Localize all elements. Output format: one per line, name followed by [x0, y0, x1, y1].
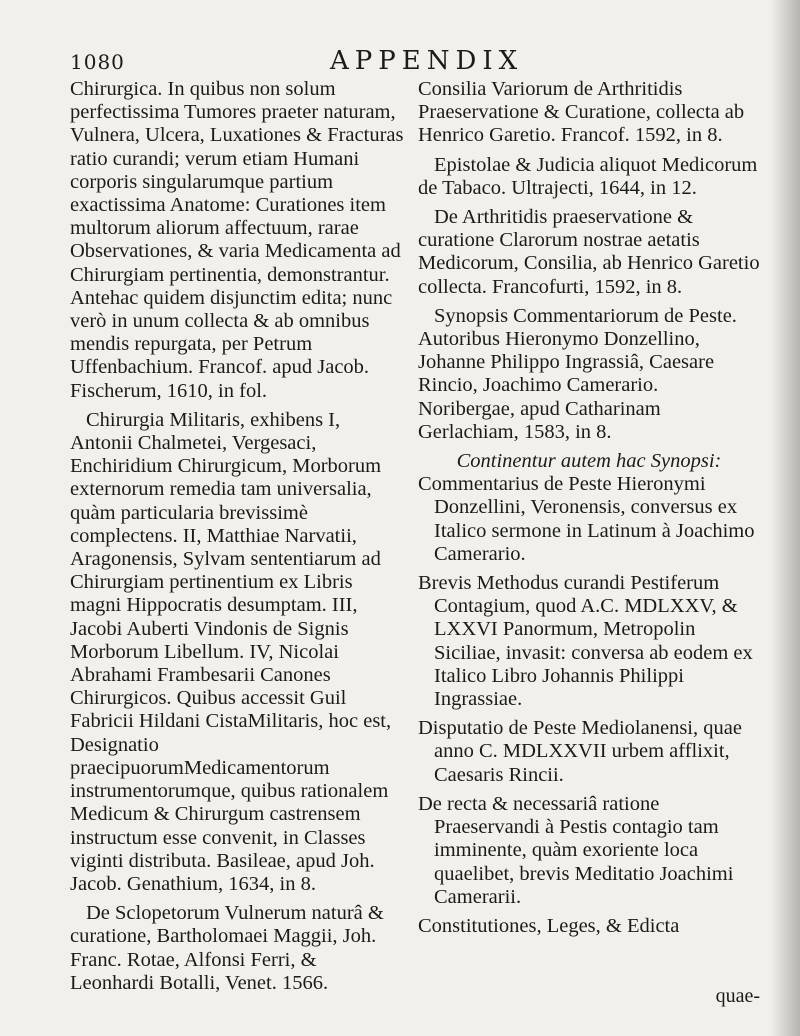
right-column [418, 78, 760, 944]
bibliography-entry: Consilia Variorum de Arthritidis Praeservatione & Curatione, collecta ab Henrico Garetio. Francof. 1592, in 8. [418, 78, 745, 147]
catchword: quae- [715, 985, 760, 1007]
bibliography-entry: Synopsis Commentariorum de Peste. Autoribus Hieronymo Donzellino, Johanne Philippo Ingrassiâ, Caesare Rincio, Joachimo Camerario. Noribergae, apud Catharinam Gerlachiam, 1583, in 8. [418, 304, 737, 443]
bibliography-entry: Epistolae & Judicia aliquot Medicorum de Tabaco. Ultrajecti, 1644, in 12. [418, 153, 758, 199]
contents-item: Constitutiones, Leges, & Edicta [418, 914, 680, 937]
contents-item: Disputatio de Peste Mediolanensi, quae anno C. MDLXXVII urbem afflixit, Caesaris Rincii. [418, 717, 742, 786]
bibliography-entry: Chirurgia Militaris, exhibens I, Antonii Chalmetei, Vergesaci, Enchiridium Chirurgicum, Morborum externorum remedia tam universalia, quàm particularia brevissimè complectens. II, Matthiae Narvatii, Aragonensis, Sylvam sententiarum ad Chirurgiam pertinentium ex Libris magni Hippocratis desumptam. III, Jacobi Auberti Vindonis de Signis Morborum Libellum. IV, Nicolai Abrahami Frambesarii Canones Chirurgicos. Quibus accessit Guil Fabricii Hildani CistaMilitaris, hoc est, Designatio praecipuorumMedicamentorum instrumentorumque, quibus rationalem Medicum & Chirurgum castrensem instructum esse convenit, in Classes viginti distributa. Basileae, apud Joh. Jacob. Genathium, 1634, in 8. [70, 408, 392, 895]
bibliography-entry: De Sclopetorum Vulnerum naturâ & curatione, Bartholomaei Maggii, Joh. Franc. Rotae, Alfonsi Ferri, & Leonhardi Botalli, Venet. 1566. [70, 902, 384, 994]
page-number: 1080 [70, 50, 125, 74]
contents-item: De recta & necessariâ ratione Praeservandi à Pestis contagio tam imminente, quàm exoriente loca quaelibet, brevis Meditatio Joachimi Camerarii. [418, 792, 734, 908]
left-column [70, 78, 405, 1001]
bibliography-entry: Chirurgica. In quibus non solum perfectissima Tumores praeter naturam, Vulnera, Ulcera, Luxationes & Fracturas ratio curandi; verum etiam Humani corporis singularumque partium exactissima Anatome: Curationes item multorum aliorum affectuum, rarae Observationes, & varia Medicamenta ad Chirurgiam pertinentia, demonstrantur. Antehac quidem disjunctim edita; nunc verò in unum collecta & ab omnibus mendis repurgata, per Petrum Uffenbachium. Francof. apud Jacob. Fischerum, 1610, in fol. [70, 78, 404, 402]
bibliography-entry: De Arthritidis praeservatione & curatione Clarorum nostrae aetatis Medicorum, Consilia, ab Henrico Garetio collecta. Francofurti, 1592, in 8. [418, 206, 760, 298]
section-title: Continentur autem hac Synopsi: [456, 450, 722, 473]
contents-item: Commentarius de Peste Hieronymi Donzellini, Veronensis, conversus ex Italico sermone in Latinum à Joachimo Camerario. [418, 473, 755, 565]
contents-item: Brevis Methodus curandi Pestiferum Contagium, quod A.C. MDLXXV, & LXXVI Panormum, Metropolin Siciliae, invasit: conversa ab eodem ex Italico Libro Johannis Philippi Ingrassiae. [418, 572, 753, 711]
running-head: APPENDIX [330, 46, 524, 76]
page-edge-shadow [770, 0, 800, 1036]
